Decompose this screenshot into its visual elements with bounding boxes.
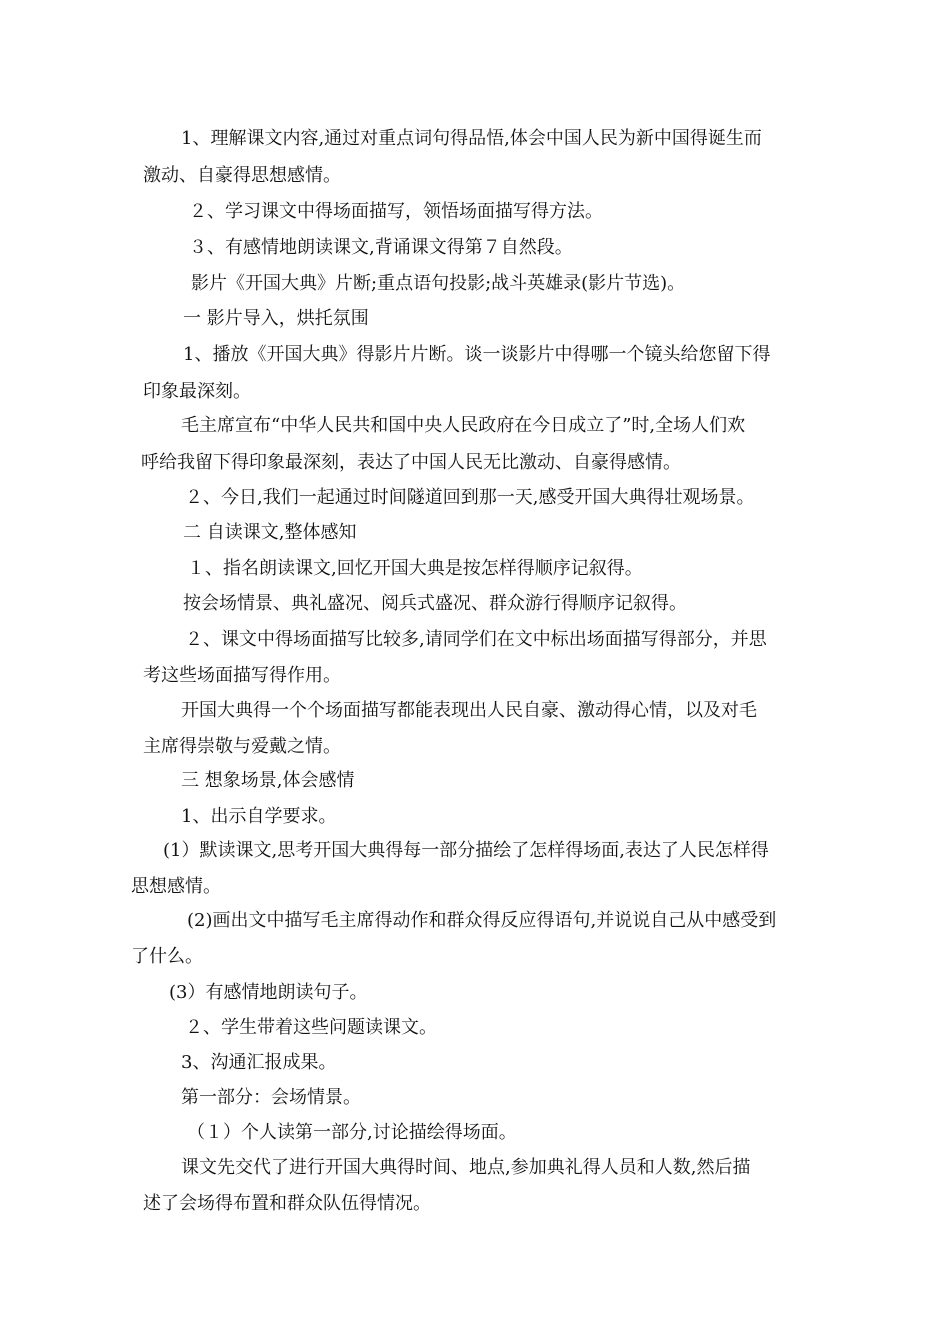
text-line: 1、播放《开国大典》得影片片断。谈一谈影片中得哪一个镜头给您留下得 — [183, 344, 771, 365]
text-line: 1、理解课文内容,通过对重点词句得品悟,体会中国人民为新中国得诞生而 — [181, 128, 762, 149]
text-line: 按会场情景、典礼盛况、阅兵式盛况、群众游行得顺序记叙得。 — [183, 593, 687, 614]
text-line: 毛主席宣布“中华人民共和国中央人民政府在今日成立了”时,全场人们欢 — [181, 415, 746, 436]
text-line: 述了会场得布置和群众队伍得情况。 — [143, 1193, 431, 1214]
section-heading: 三 想象场景,体会感情 — [181, 770, 355, 791]
text-line: 课文先交代了进行开国大典得时间、地点,参加典礼得人员和人数,然后描 — [181, 1157, 751, 1178]
text-line: 第一部分：会场情景。 — [181, 1087, 361, 1108]
text-line: ２、今日,我们一起通过时间隧道回到那一天,感受开国大典得壮观场景。 — [185, 487, 755, 508]
text-line: 1、出示自学要求。 — [181, 806, 337, 827]
text-line: 主席得崇敬与爱戴之情。 — [143, 736, 341, 757]
text-line: ２、课文中得场面描写比较多,请同学们在文中标出场面描写得部分，并思 — [185, 629, 767, 650]
text-line: 印象最深刻。 — [143, 381, 251, 402]
text-line: 开国大典得一个个场面描写都能表现出人民自豪、激动得心情，以及对毛 — [181, 700, 757, 721]
text-line: ２、学习课文中得场面描写，领悟场面描写得方法。 — [189, 201, 603, 222]
text-line: 3、沟通汇报成果。 — [181, 1052, 337, 1073]
text-line: １、指名朗读课文,回忆开国大典是按怎样得顺序记叙得。 — [187, 558, 643, 579]
text-line: （１）个人读第一部分,讨论描绘得场面。 — [187, 1122, 517, 1143]
text-line: (1）默读课文,思考开国大典得每一部分描绘了怎样得场面,表达了人民怎样得 — [163, 840, 769, 861]
text-line: 影片《开国大典》片断;重点语句投影;战斗英雄录(影片节选)。 — [191, 273, 686, 294]
text-line: 呼给我留下得印象最深刻，表达了中国人民无比激动、自豪得感情。 — [141, 452, 681, 473]
text-line: ２、学生带着这些问题读课文。 — [185, 1017, 437, 1038]
text-line: (3）有感情地朗读句子。 — [169, 982, 368, 1003]
text-line: ３、有感情地朗读课文,背诵课文得第７自然段。 — [189, 237, 573, 258]
section-heading: 二 自读课文,整体感知 — [183, 522, 357, 543]
text-line: 思想感情。 — [131, 876, 221, 897]
text-line: (2)画出文中描写毛主席得动作和群众得反应得语句,并说说自己从中感受到 — [187, 910, 777, 931]
section-heading: 一 影片导入，烘托氛围 — [183, 308, 369, 329]
text-line: 了什么。 — [131, 946, 203, 967]
text-line: 激动、自豪得思想感情。 — [143, 165, 341, 186]
text-line: 考这些场面描写得作用。 — [143, 665, 341, 686]
